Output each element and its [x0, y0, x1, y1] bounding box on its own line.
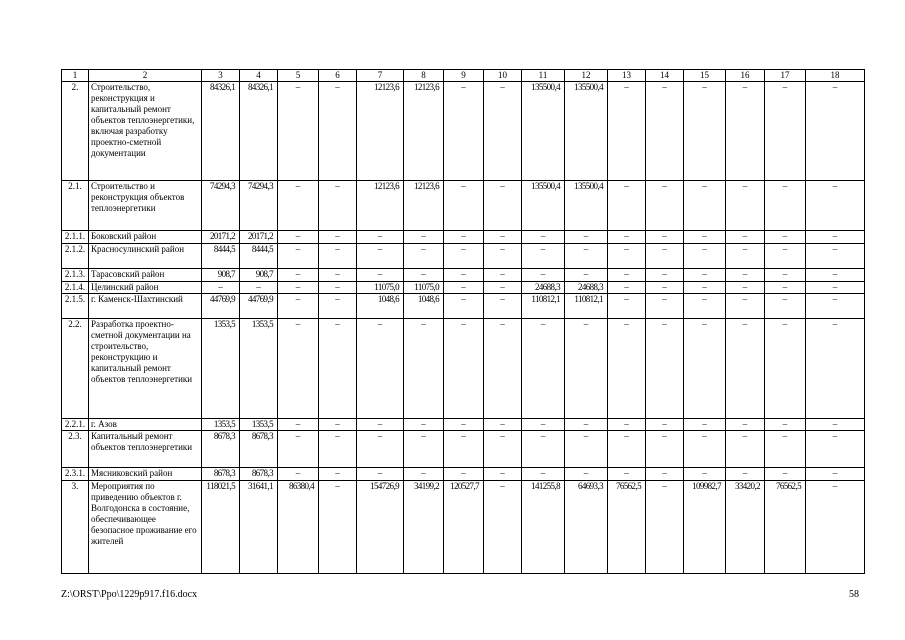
value-cell: –	[444, 294, 484, 319]
table-row	[62, 181, 865, 231]
value-cell: 135500,4	[522, 82, 565, 181]
value-cell: –	[806, 431, 865, 468]
value-cell: –	[684, 282, 726, 294]
value-cell: 135500,4	[565, 181, 608, 231]
value-cell: –	[565, 244, 608, 269]
value-cell: –	[357, 419, 404, 431]
row-name-cell: Мероприятия по приведению объектов г. Волгодонска в состояние, обеспечивающее безопасное проживание его жителей	[89, 481, 202, 574]
value-cell: –	[444, 82, 484, 181]
value-cell: –	[684, 419, 726, 431]
value-cell: –	[565, 419, 608, 431]
value-cell: –	[608, 231, 646, 244]
row-code-cell: 2.1.4.	[62, 282, 89, 294]
value-cell: –	[278, 419, 319, 431]
value-cell: –	[444, 419, 484, 431]
value-cell: –	[357, 231, 404, 244]
value-cell: 86380,4	[278, 481, 319, 574]
value-cell: –	[765, 282, 806, 294]
value-cell: –	[646, 431, 684, 468]
value-cell: –	[608, 431, 646, 468]
value-cell: –	[404, 269, 444, 282]
value-cell: –	[765, 419, 806, 431]
row-code-cell: 2.3.	[62, 431, 89, 468]
value-cell: –	[319, 282, 357, 294]
value-cell: –	[565, 269, 608, 282]
table-row	[62, 431, 865, 468]
value-cell: 11075,0	[357, 282, 404, 294]
value-cell: 20171,2	[240, 231, 278, 244]
data-table	[61, 69, 865, 574]
table-row	[62, 231, 865, 244]
column-number-header: 11	[522, 70, 565, 82]
value-cell: –	[726, 282, 765, 294]
value-cell: 33420,2	[726, 481, 765, 574]
column-number-header: 4	[240, 70, 278, 82]
column-number-header: 15	[684, 70, 726, 82]
column-number-header: 10	[484, 70, 522, 82]
value-cell: –	[484, 419, 522, 431]
column-number-header: 1	[62, 70, 89, 82]
value-cell: –	[484, 294, 522, 319]
value-cell: –	[357, 468, 404, 481]
value-cell: –	[565, 231, 608, 244]
value-cell: –	[726, 294, 765, 319]
data-table-container	[61, 69, 862, 574]
row-name-cell: Строительство и реконструкция объектов теплоэнергетики	[89, 181, 202, 231]
row-code-cell: 3.	[62, 481, 89, 574]
value-cell: 12123,6	[357, 82, 404, 181]
value-cell: 1048,6	[357, 294, 404, 319]
value-cell: –	[484, 481, 522, 574]
row-code-cell: 2.3.1.	[62, 468, 89, 481]
value-cell: –	[484, 431, 522, 468]
value-cell: –	[684, 431, 726, 468]
value-cell: –	[684, 294, 726, 319]
value-cell: 12123,6	[357, 181, 404, 231]
row-code-cell: 2.1.	[62, 181, 89, 231]
value-cell: –	[522, 431, 565, 468]
value-cell: –	[319, 269, 357, 282]
value-cell: –	[608, 282, 646, 294]
value-cell: –	[444, 468, 484, 481]
column-number-header: 5	[278, 70, 319, 82]
value-cell: –	[278, 181, 319, 231]
value-cell: –	[726, 419, 765, 431]
value-cell: –	[278, 231, 319, 244]
value-cell: –	[565, 431, 608, 468]
value-cell: 64693,3	[565, 481, 608, 574]
value-cell: –	[646, 269, 684, 282]
value-cell: –	[319, 431, 357, 468]
table-row	[62, 481, 865, 574]
value-cell: 84326,1	[202, 82, 240, 181]
value-cell: 24688,3	[522, 282, 565, 294]
value-cell: –	[404, 419, 444, 431]
value-cell: 118021,5	[202, 481, 240, 574]
value-cell: 154726,9	[357, 481, 404, 574]
value-cell: –	[765, 294, 806, 319]
value-cell: –	[806, 319, 865, 419]
column-number-header: 13	[608, 70, 646, 82]
column-number-header: 6	[319, 70, 357, 82]
value-cell: –	[806, 82, 865, 181]
value-cell: 20171,2	[202, 231, 240, 244]
value-cell: –	[608, 468, 646, 481]
table-row	[62, 282, 865, 294]
value-cell: –	[444, 282, 484, 294]
value-cell: –	[444, 319, 484, 419]
row-code-cell: 2.1.3.	[62, 269, 89, 282]
value-cell: 1353,5	[240, 419, 278, 431]
value-cell: –	[684, 82, 726, 181]
value-cell: –	[765, 181, 806, 231]
row-name-cell: Целинский район	[89, 282, 202, 294]
table-row	[62, 468, 865, 481]
value-cell: –	[608, 319, 646, 419]
row-name-cell: Красносулинский район	[89, 244, 202, 269]
column-number-header: 17	[765, 70, 806, 82]
table-row	[62, 82, 865, 181]
value-cell: –	[726, 319, 765, 419]
value-cell: –	[726, 431, 765, 468]
column-number-header: 7	[357, 70, 404, 82]
value-cell: 135500,4	[522, 181, 565, 231]
value-cell: –	[404, 319, 444, 419]
value-cell: –	[684, 319, 726, 419]
value-cell: 74294,3	[202, 181, 240, 231]
value-cell: –	[319, 294, 357, 319]
value-cell: –	[522, 269, 565, 282]
value-cell: 12123,6	[404, 82, 444, 181]
row-name-cell: г. Азов	[89, 419, 202, 431]
row-name-cell: Боковский район	[89, 231, 202, 244]
page-number: 58	[849, 589, 859, 600]
table-row	[62, 244, 865, 269]
value-cell: –	[484, 468, 522, 481]
value-cell: 8678,3	[240, 468, 278, 481]
row-name-cell: Разработка проектно-сметной документации на строительство, реконструкцию и капитальный ремонт объектов теплоэнергетики	[89, 319, 202, 419]
value-cell: 74294,3	[240, 181, 278, 231]
value-cell: –	[484, 269, 522, 282]
value-cell: 109982,7	[684, 481, 726, 574]
value-cell: –	[684, 181, 726, 231]
value-cell: –	[484, 181, 522, 231]
row-code-cell: 2.2.1.	[62, 419, 89, 431]
value-cell: –	[806, 282, 865, 294]
column-number-header: 8	[404, 70, 444, 82]
value-cell: –	[608, 294, 646, 319]
value-cell: 8444,5	[202, 244, 240, 269]
value-cell: 11075,0	[404, 282, 444, 294]
value-cell: –	[522, 244, 565, 269]
value-cell: 908,7	[240, 269, 278, 282]
row-name-cell: г. Каменск-Шахтинский	[89, 294, 202, 319]
value-cell: –	[646, 419, 684, 431]
value-cell: –	[646, 294, 684, 319]
value-cell: –	[278, 82, 319, 181]
value-cell: –	[646, 181, 684, 231]
value-cell: –	[726, 244, 765, 269]
value-cell: 12123,6	[404, 181, 444, 231]
value-cell: –	[357, 244, 404, 269]
value-cell: –	[765, 82, 806, 181]
value-cell: –	[278, 244, 319, 269]
column-number-header: 14	[646, 70, 684, 82]
value-cell: –	[684, 244, 726, 269]
value-cell: –	[357, 319, 404, 419]
value-cell: –	[806, 269, 865, 282]
value-cell: –	[726, 231, 765, 244]
row-name-cell: Строительство, реконструкция и капитальный ремонт объектов теплоэнергетики, включая разработку проектно-сметной документации	[89, 82, 202, 181]
value-cell: 44769,9	[240, 294, 278, 319]
row-code-cell: 2.2.	[62, 319, 89, 419]
header-row	[62, 70, 865, 82]
row-name-cell: Мясниковский район	[89, 468, 202, 481]
value-cell: –	[240, 282, 278, 294]
column-number-header: 9	[444, 70, 484, 82]
table-row	[62, 419, 865, 431]
value-cell: 31641,1	[240, 481, 278, 574]
value-cell: 908,7	[202, 269, 240, 282]
value-cell: –	[608, 269, 646, 282]
column-number-header: 2	[89, 70, 202, 82]
value-cell: –	[484, 319, 522, 419]
value-cell: –	[357, 431, 404, 468]
value-cell: –	[765, 468, 806, 481]
value-cell: –	[522, 319, 565, 419]
column-number-header: 3	[202, 70, 240, 82]
value-cell: 44769,9	[202, 294, 240, 319]
row-code-cell: 2.	[62, 82, 89, 181]
value-cell: –	[522, 231, 565, 244]
value-cell: –	[319, 244, 357, 269]
value-cell: –	[404, 468, 444, 481]
value-cell: –	[404, 431, 444, 468]
value-cell: –	[646, 468, 684, 481]
value-cell: –	[319, 468, 357, 481]
value-cell: –	[404, 231, 444, 244]
value-cell: 110812,1	[565, 294, 608, 319]
file-path-footer: Z:\ORST\Ppo\1229p917.f16.docx	[61, 589, 198, 600]
value-cell: –	[484, 231, 522, 244]
value-cell: 8678,3	[202, 468, 240, 481]
value-cell: –	[806, 181, 865, 231]
value-cell: –	[646, 82, 684, 181]
value-cell: –	[565, 468, 608, 481]
value-cell: –	[726, 181, 765, 231]
value-cell: –	[765, 431, 806, 468]
value-cell: –	[278, 431, 319, 468]
value-cell: –	[484, 282, 522, 294]
value-cell: –	[684, 231, 726, 244]
value-cell: 76562,5	[608, 481, 646, 574]
row-code-cell: 2.1.1.	[62, 231, 89, 244]
value-cell: 120527,7	[444, 481, 484, 574]
value-cell: 1353,5	[240, 319, 278, 419]
value-cell: –	[646, 231, 684, 244]
value-cell: 110812,1	[522, 294, 565, 319]
value-cell: –	[319, 319, 357, 419]
value-cell: 8444,5	[240, 244, 278, 269]
value-cell: –	[726, 468, 765, 481]
column-number-header: 18	[806, 70, 865, 82]
value-cell: –	[522, 468, 565, 481]
value-cell: 1353,5	[202, 319, 240, 419]
value-cell: –	[646, 319, 684, 419]
table-row	[62, 319, 865, 419]
value-cell: –	[806, 481, 865, 574]
column-number-header: 12	[565, 70, 608, 82]
value-cell: –	[278, 294, 319, 319]
value-cell: –	[608, 244, 646, 269]
value-cell: –	[608, 181, 646, 231]
table-row	[62, 294, 865, 319]
value-cell: –	[278, 319, 319, 419]
row-code-cell: 2.1.2.	[62, 244, 89, 269]
value-cell: 141255,8	[522, 481, 565, 574]
row-name-cell: Тарасовский район	[89, 269, 202, 282]
value-cell: –	[765, 269, 806, 282]
value-cell: 1048,6	[404, 294, 444, 319]
value-cell: 8678,3	[240, 431, 278, 468]
value-cell: –	[684, 269, 726, 282]
value-cell: –	[319, 481, 357, 574]
value-cell: –	[444, 269, 484, 282]
row-code-cell: 2.1.5.	[62, 294, 89, 319]
value-cell: –	[806, 244, 865, 269]
value-cell: –	[202, 282, 240, 294]
value-cell: –	[806, 468, 865, 481]
value-cell: –	[278, 468, 319, 481]
value-cell: –	[444, 181, 484, 231]
value-cell: –	[806, 419, 865, 431]
value-cell: –	[522, 419, 565, 431]
value-cell: 1353,5	[202, 419, 240, 431]
value-cell: –	[484, 82, 522, 181]
value-cell: 84326,1	[240, 82, 278, 181]
table-row	[62, 269, 865, 282]
value-cell: 34199,2	[404, 481, 444, 574]
value-cell: –	[765, 244, 806, 269]
value-cell: –	[806, 294, 865, 319]
value-cell: –	[404, 244, 444, 269]
value-cell: –	[646, 481, 684, 574]
row-name-cell: Капитальный ремонт объектов теплоэнергетики	[89, 431, 202, 468]
value-cell: –	[765, 319, 806, 419]
value-cell: –	[278, 282, 319, 294]
value-cell: –	[319, 231, 357, 244]
value-cell: 135500,4	[565, 82, 608, 181]
value-cell: –	[726, 269, 765, 282]
value-cell: –	[319, 419, 357, 431]
value-cell: –	[646, 282, 684, 294]
value-cell: –	[726, 82, 765, 181]
value-cell: –	[278, 269, 319, 282]
value-cell: –	[319, 82, 357, 181]
value-cell: –	[684, 468, 726, 481]
value-cell: –	[765, 231, 806, 244]
value-cell: –	[444, 431, 484, 468]
value-cell: –	[319, 181, 357, 231]
value-cell: –	[444, 244, 484, 269]
value-cell: 24688,3	[565, 282, 608, 294]
value-cell: 8678,3	[202, 431, 240, 468]
value-cell: –	[806, 231, 865, 244]
value-cell: –	[608, 419, 646, 431]
value-cell: 76562,5	[765, 481, 806, 574]
value-cell: –	[565, 319, 608, 419]
value-cell: –	[646, 244, 684, 269]
column-number-header: 16	[726, 70, 765, 82]
value-cell: –	[484, 244, 522, 269]
value-cell: –	[357, 269, 404, 282]
value-cell: –	[444, 231, 484, 244]
value-cell: –	[608, 82, 646, 181]
